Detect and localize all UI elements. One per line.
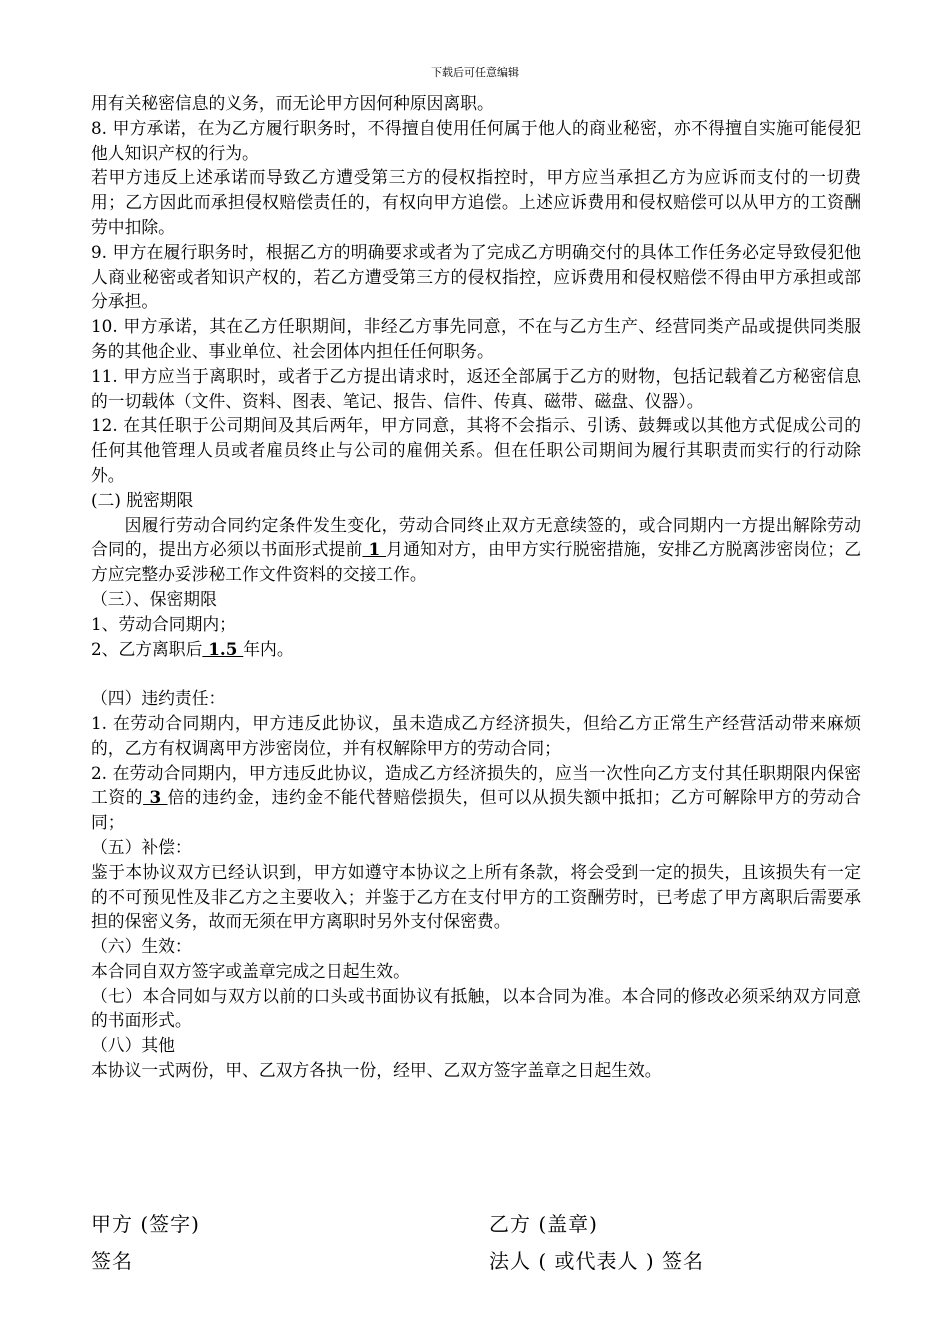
document-body [91, 91, 861, 1083]
section-2-title: (二) 脱密期限 [91, 489, 194, 510]
section-7: （七）本合同如与双方以前的口头或书面协议有抵触，以本合同为准。本合同的修改必须采纳双方同意的书面形式。 [91, 985, 861, 1031]
party-a-signature-label: 签名 [91, 1249, 133, 1273]
section-8-title: （八）其他 [91, 1035, 175, 1056]
clause-9: 9. 甲方在履行职务时，根据乙方的明确要求或者为了完成乙方明确交付的具体工作任务必定导致侵犯他人商业秘密或者知识产权的，若乙方遭受第三方的侵权指控，应诉费用和侵权赔偿不得由甲方承担或部分承担。 [91, 241, 861, 312]
section-8-body: 本协议一式两份，甲、乙双方各执一份，经甲、乙双方签字盖章之日起生效。 [91, 1060, 662, 1081]
clause-10: 10. 甲方承诺，其在乙方任职期间，非经乙方事先同意，不在与乙方生产、经营同类产品或提供同类服务的其他企业、事业单位、社会团体内担任任何职务。 [91, 316, 861, 361]
section-6-title: （六）生效： [91, 936, 192, 957]
page-header: 下载后可任意编辑 [431, 66, 519, 79]
notice-months-field: 1 [362, 539, 387, 560]
section-5-title: （五）补偿： [91, 836, 192, 857]
section-6-body: 本合同自双方签字或盖章完成之日起生效。 [91, 960, 410, 981]
section-3-item-2: 2、乙方离职后 1.5 年内。 [91, 638, 294, 659]
party-b-signature-label: 法人 ( 或代表人 ) 签名 [489, 1249, 705, 1273]
section-2-body: 因履行劳动合同约定条件发生变化，劳动合同终止双方无意续签的，或合同期内一方提出解除劳动合同的，提出方必须以书面形式提前 1 月通知对方，由甲方实行脱密措施，安排乙方脱离涉密岗位；乙方应完整办妥涉秘工作文件资料的交接工作。 [91, 514, 861, 585]
paragraph-continued: 用有关秘密信息的义务，而无论甲方因何种原因离职。 [91, 93, 494, 113]
section-4-title: （四）违约责任： [91, 688, 226, 709]
section-4-item-1: 1. 在劳动合同期内，甲方违反此协议，虽未造成乙方经济损失，但给乙方正常生产经营活动带来麻烦的，乙方有权调离甲方涉密岗位，并有权解除甲方的劳动合同； [91, 712, 861, 758]
section-3-item-1: 1、劳动合同期内； [91, 613, 236, 634]
clause-8: 8. 甲方承诺，在为乙方履行职务时，不得擅自使用任何属于他人的商业秘密，亦不得擅自实施可能侵犯他人知识产权的行为。 [91, 117, 861, 163]
party-a-label: 甲方 (签字) [91, 1212, 200, 1236]
clause-8-liability: 若甲方违反上述承诺而导致乙方遭受第三方的侵权指控时，甲方应当承担乙方为应诉而支付的一切费用；乙方因此而承担侵权赔偿责任的，有权向甲方追偿。上述应诉费用和侵权赔偿可以从甲方的工资酬劳中扣除。 [91, 167, 861, 237]
clause-12: 12. 在其任职于公司期间及其后两年，甲方同意，其将不会指示、引诱、鼓舞或以其他方式促成公司的任何其他管理人员或者雇员终止与公司的雇佣关系。但在任职公司期间为履行其职责而实行的行动除外。 [91, 415, 861, 485]
party-b-label: 乙方 (盖章) [489, 1212, 598, 1236]
confidentiality-years-field: 1.5 [202, 638, 244, 659]
clause-11: 11. 甲方应当于离职时，或者于乙方提出请求时，返还全部属于乙方的财物，包括记载着乙方秘密信息的一切载体（文件、资料、图表、笔记、报告、信件、传真、磁带、磁盘、仪器）。 [91, 365, 861, 411]
penalty-multiple-field: 3 [143, 787, 168, 808]
section-5-body: 鉴于本协议双方已经认识到，甲方如遵守本协议之上所有条款，将会受到一定的损失，且该损失有一定的不可预见性及非乙方之主要收入；并鉴于乙方在支付甲方的工资酬劳时，已考虑了甲方离职后需要承担的保密义务，故而无须在甲方离职时另外支付保密费。 [91, 861, 861, 932]
section-3-title: （三）、保密期限 [91, 588, 217, 609]
section-4-item-2: 2. 在劳动合同期内，甲方违反此协议，造成乙方经济损失的，应当一次性向乙方支付其任职期限内保密工资的 3 倍的违约金，违约金不能代替赔偿损失，但可以从损失额中抵扣；乙方可解除甲方的劳动合同； [91, 762, 861, 833]
